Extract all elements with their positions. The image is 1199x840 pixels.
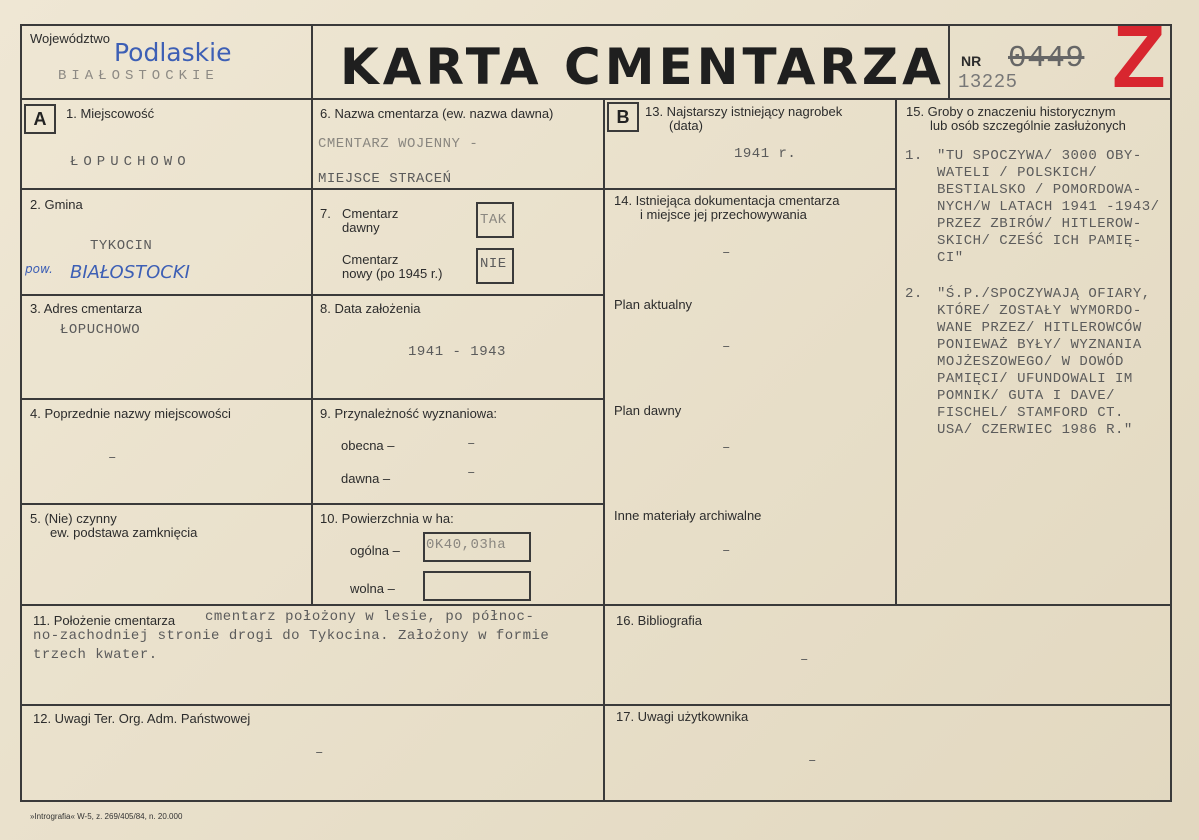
col-sep-mid	[603, 98, 605, 802]
grave-2-line: FISCHEL/ STAMFORD CT.	[937, 405, 1124, 421]
field-8-value: 1941 - 1943	[408, 344, 506, 360]
section-a-letter: A	[24, 104, 56, 134]
field-12-value: –	[315, 745, 324, 761]
field-14-label-b: i miejsce jej przechowywania	[640, 207, 807, 222]
bottom-divider-1	[20, 604, 1172, 606]
grave-2-line: PAMIĘCI/ UFUNDOWALI IM	[937, 371, 1133, 387]
voivodeship-typed: BIAŁOSTOCKIE	[58, 68, 219, 84]
card-title: KARTA CMENTARZA	[340, 38, 945, 96]
field-11-label: 11. Położenie cmentarza	[33, 613, 176, 628]
field-7-old-label-a: Cmentarz	[342, 206, 399, 221]
border-right	[1170, 24, 1172, 802]
field-5-label-a: 5. (Nie) czynny	[30, 511, 117, 526]
nr-crossed: 0449	[1008, 41, 1085, 76]
field-7-new-label-a: Cmentarz	[342, 252, 399, 267]
grave-2-line: POMNIK/ GUTA I DAVE/	[937, 388, 1116, 404]
grave-2-line: USA/ CZERWIEC 1986 R."	[937, 422, 1133, 438]
field-13-label-b: (data)	[669, 118, 703, 133]
field-15-label-b: lub osób szczególnie zasłużonych	[930, 118, 1126, 133]
voivodeship-label: Województwo	[30, 31, 110, 46]
field-16-label: 16. Bibliografia	[616, 613, 702, 628]
header-sep-2	[948, 24, 950, 100]
field-11-line-3: trzech kwater.	[33, 647, 158, 663]
other-materials-value: –	[722, 543, 731, 559]
grave-1-line: NYCH/W LATACH 1941 -1943/	[937, 199, 1160, 215]
grave-1-line: PRZEZ ZBIRÓW/ HITLEROW-	[937, 216, 1142, 232]
field-14-label-a: 14. Istniejąca dokumentacja cmentarza	[614, 193, 840, 208]
border-bottom	[20, 800, 1172, 802]
border-top	[20, 24, 1172, 26]
field-9-past-value: –	[467, 465, 476, 481]
field-3-label: 3. Adres cmentarza	[30, 301, 142, 316]
field-7-old-value: TAK	[480, 212, 507, 228]
grave-2-inscription	[937, 286, 1151, 439]
field-10-label: 10. Powierzchnia w ha:	[320, 511, 454, 526]
nr-label: NR	[961, 53, 982, 69]
field-11-line-2: no-zachodniej stronie drogi do Tykocina. Założony w formie	[33, 628, 550, 644]
field-3-value: ŁOPUCHOWO	[60, 322, 141, 338]
col-sep-graves	[895, 98, 897, 606]
field-17-label: 17. Uwagi użytkownika	[616, 709, 749, 724]
field-2-pow-value: BIAŁOSTOCKI	[70, 262, 190, 283]
field-12-label: 12. Uwagi Ter. Org. Adm. Państwowej	[33, 711, 251, 726]
field-7-new-label-b: nowy (po 1945 r.)	[342, 266, 443, 281]
grave-2-line: KTÓRE/ ZOSTAŁY WYMORDO-	[937, 303, 1142, 319]
field-11-line-1: cmentarz położony w lesie, po północ-	[205, 609, 535, 625]
b-divider-14	[604, 188, 896, 190]
plan-current-label: Plan aktualny	[614, 297, 693, 312]
section-b-letter: B	[607, 102, 639, 132]
field-8-label: 8. Data założenia	[320, 301, 421, 316]
header-sep-1	[311, 24, 313, 100]
grave-1-inscription	[937, 148, 1160, 267]
field-4-value: –	[108, 450, 117, 466]
field-9-current-label: obecna –	[341, 438, 395, 453]
field-10-total-value: 0K40,03ha	[426, 537, 507, 553]
field-2-value: TYKOCIN	[90, 238, 153, 254]
nr-new: 13225	[958, 71, 1018, 93]
grave-2-line: MOJŻESZOWEGO/ W DOWÓD	[937, 354, 1124, 370]
grave-2-line: WANE PRZEZ/ HITLEROWCÓW	[937, 320, 1142, 336]
grave-2-line: "Ś.P./SPOCZYWAJĄ OFIARY,	[937, 286, 1151, 302]
grave-1-line: "TU SPOCZYWA/ 3000 OBY-	[937, 148, 1142, 164]
stamp-letter: Z	[1112, 7, 1166, 106]
print-info: »Intrografia« W-5, z. 269/405/84, n. 20.000	[30, 812, 183, 821]
field-9-label: 9. Przynależność wyznaniowa:	[320, 406, 498, 421]
field-9-past-label: dawna –	[341, 471, 391, 486]
field-10-free-box	[423, 571, 531, 601]
field-9-current-value: –	[467, 436, 476, 452]
grave-1-line: WATELI / POLSKICH/	[937, 165, 1098, 181]
field-5-label-b: ew. podstawa zamknięcia	[50, 525, 198, 540]
grave-2-number: 2.	[905, 286, 923, 302]
grave-1-line: BESTIALSKO / POMORDOWA-	[937, 182, 1142, 198]
col-sep-a	[311, 98, 313, 606]
plan-old-label: Plan dawny	[614, 403, 682, 418]
field-10-free-label: wolna –	[350, 581, 395, 596]
field-10-total-label: ogólna –	[350, 543, 400, 558]
field-2-label: 2. Gmina	[30, 197, 83, 212]
field-4-label: 4. Poprzednie nazwy miejscowości	[30, 406, 231, 421]
grave-1-number: 1.	[905, 148, 923, 164]
field-1-value: ŁOPUCHOWO	[70, 154, 191, 170]
field-7-old-label-b: dawny	[342, 220, 380, 235]
other-materials-label: Inne materiały archiwalne	[614, 508, 762, 523]
field-15-label-a: 15. Groby o znaczeniu historycznym	[906, 104, 1116, 119]
field-6-value-2: MIEJSCE STRACEŃ	[318, 171, 452, 187]
header-divider	[20, 98, 1172, 100]
grave-1-line: CI"	[937, 250, 964, 266]
field-6-label: 6. Nazwa cmentarza (ew. nazwa dawna)	[320, 106, 554, 121]
field-7-new-value: NIE	[480, 256, 507, 272]
border-left	[20, 24, 22, 802]
field-14-value: –	[722, 245, 731, 261]
plan-current-value: –	[722, 339, 731, 355]
voivodeship-handwritten: Podlaskie	[114, 38, 232, 67]
field-13-label-a: 13. Najstarszy istniejący nagrobek	[645, 104, 843, 119]
field-2-pow-prefix: pow.	[25, 262, 53, 276]
bottom-divider-2	[20, 704, 1172, 706]
plan-old-value: –	[722, 440, 731, 456]
grave-2-line: PONIEWAŻ BYŁY/ WYZNANIA	[937, 337, 1142, 353]
field-16-value: –	[800, 652, 809, 668]
field-7-label: 7.	[320, 206, 331, 221]
field-17-value: –	[808, 753, 817, 769]
field-1-label: 1. Miejscowość	[66, 106, 155, 121]
field-13-value: 1941 r.	[734, 146, 797, 162]
field-6-value-1: CMENTARZ WOJENNY -	[318, 136, 479, 152]
grave-1-line: SKICH/ CZEŚĆ ICH PAMIĘ-	[937, 233, 1142, 249]
